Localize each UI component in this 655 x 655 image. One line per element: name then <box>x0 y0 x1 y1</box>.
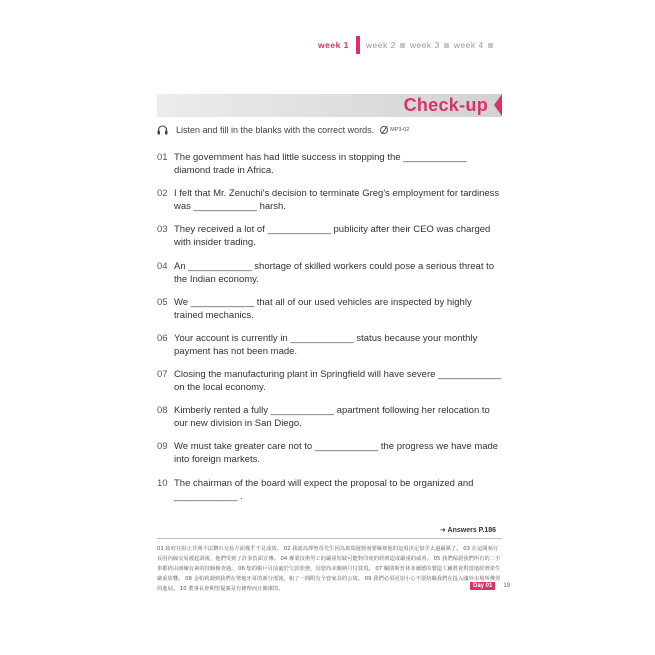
question-text: They received a lot of ____________ publicity after their CEO was charged with insider trading. <box>174 224 491 248</box>
question-item <box>157 223 502 249</box>
instruction-text: Listen and fill in the blanks with the correct words. <box>176 125 375 135</box>
question-item <box>157 296 502 322</box>
question-number: 04 <box>157 261 168 272</box>
cd-icon <box>380 126 388 134</box>
question-item <box>157 477 502 503</box>
square-icon <box>400 43 405 48</box>
question-text: The chairman of the board will expect the proposal to be organized and ____________ . <box>174 478 474 502</box>
audio-track[interactable] <box>380 126 409 134</box>
square-icon <box>444 43 449 48</box>
question-number: 02 <box>157 188 168 199</box>
question-item <box>157 404 502 430</box>
week-navigation <box>318 36 498 54</box>
question-number: 08 <box>157 405 168 416</box>
week-tab-3[interactable]: week 3 <box>410 40 449 50</box>
question-text: Closing the manufacturing plant in Springfield will have severe ____________ on the local economy. <box>174 369 502 393</box>
active-week-marker <box>356 36 360 54</box>
page-number: 19 <box>503 583 511 589</box>
question-text: I felt that Mr. Zenuchi's decision to terminate Greg's employment for tardiness was ____________ harsh. <box>174 188 500 212</box>
question-text: An ____________ shortage of skilled workers could pose a serious threat to the Indian economy. <box>174 261 495 285</box>
question-number: 09 <box>157 441 168 452</box>
page-footer <box>470 582 510 590</box>
question-number: 06 <box>157 333 168 344</box>
instruction <box>157 125 409 135</box>
question-text: We ____________ that all of our used vehicles are inspected by highly trained mechanics. <box>174 297 472 321</box>
question-number: 01 <box>157 152 168 163</box>
question-text: We must take greater care not to ____________ the progress we have made into foreign markets. <box>174 441 499 465</box>
question-item <box>157 187 502 213</box>
square-icon <box>488 43 493 48</box>
question-item <box>157 151 502 177</box>
question-item <box>157 440 502 466</box>
answers-reference[interactable]: ➔ Answers P.186 <box>440 527 497 534</box>
checkup-header <box>157 94 502 117</box>
question-number: 03 <box>157 224 168 235</box>
headphones-icon <box>157 125 168 135</box>
day-badge: Day 01 <box>470 582 495 590</box>
question-item <box>157 260 502 286</box>
track-label: MP3-02 <box>390 127 410 133</box>
question-text: Your account is currently in ____________ status because your monthly payment has not been made. <box>174 333 478 357</box>
question-text: The government has had little success in stopping the ____________ diamond trade in Africa. <box>174 152 467 176</box>
question-text: Kimberly rented a fully ____________ apartment following her relocation to our new division in San Diego. <box>174 405 490 429</box>
question-item <box>157 332 502 358</box>
question-number: 10 <box>157 478 168 489</box>
week-tab-4[interactable]: week 4 <box>454 40 493 50</box>
chevron-left-icon <box>494 94 502 116</box>
section-title: Check-up <box>403 95 488 115</box>
question-number: 07 <box>157 369 168 380</box>
translation-text: 01 政府在阻止非洲不法鑽石交易方面幾乎不見成效。 02 我認為澤努奇先生因為葛瑞遲到而要解雇他的這項決定似乎太過嚴厲了。 03 在這間執行長因內線交易被起訴後，他們受到了許多負面宣傳。 04 專業技術勞工的嚴重短缺可能對印度的經濟造成嚴重的威脅。 05 我們保證我們所有的二手車都經由訓練有素的技師檢查過。 06 您的帳戶目前處於欠款狀態，因您尚未繳納月付款項。 07 關閉斯普林菲爾德的製造工廠將會對當地經濟產生嚴重影響。 08 金柏莉調到我們在聖地牙哥的新分部後，租了一間附有全套家具的公寓。 09 我們必須更加小心不要妨礙我們在投入國外市場所獲得的進展。 10 董事長會期望提案是有條理而且簡潔的。 <box>157 538 502 594</box>
question-number: 05 <box>157 297 168 308</box>
question-item <box>157 368 502 394</box>
week-tab-2[interactable]: week 2 <box>366 40 405 50</box>
week-tab-1[interactable]: week 1 <box>318 40 349 50</box>
